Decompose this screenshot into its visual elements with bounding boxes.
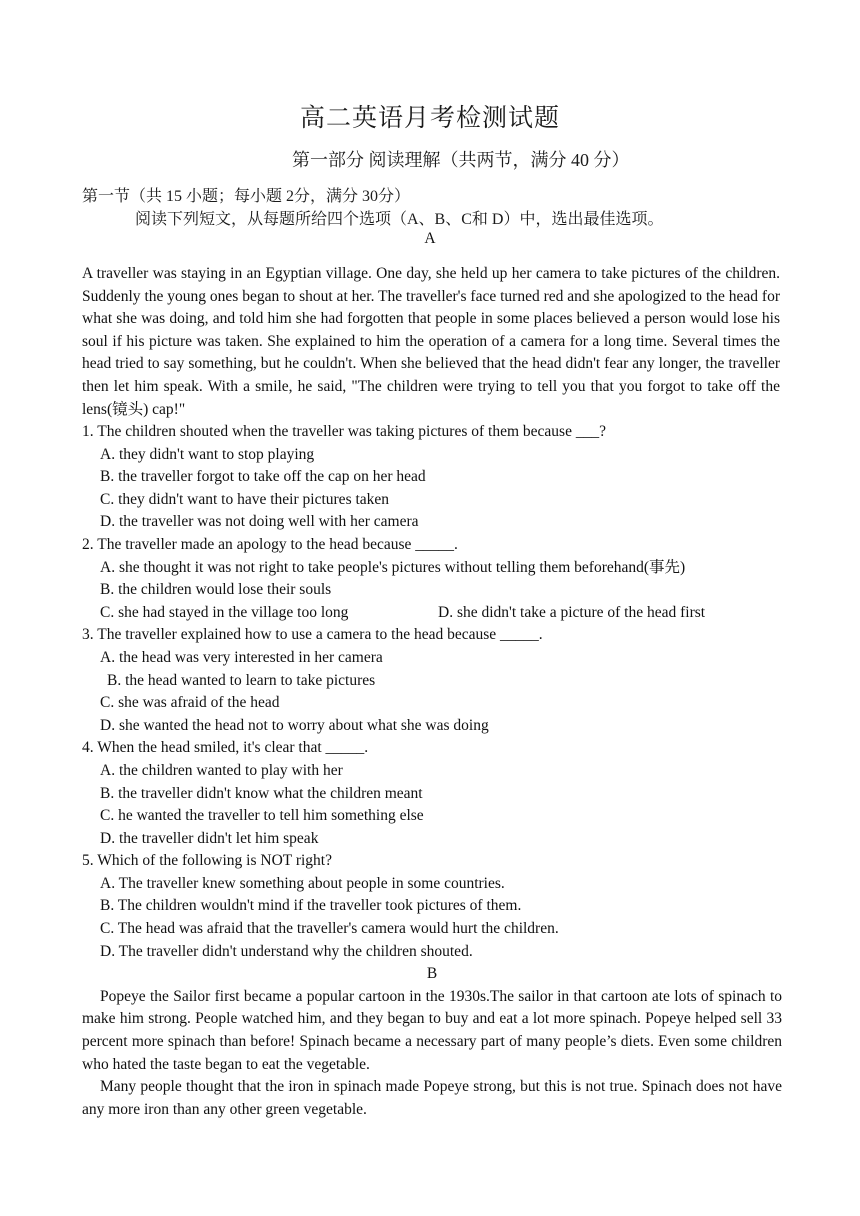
passage-b-paragraph-2: Many people thought that the iron in spinach made Popeye strong, but this is not true. Spinach does not have any more iron than any other green vegetable. <box>82 1078 782 1118</box>
questions-block <box>82 421 782 1121</box>
question-1-stem: 1. The children shouted when the traveller was taking pictures of them because ___? <box>82 423 606 440</box>
question-3-stem: 3. The traveller explained how to use a camera to the head because _____. <box>82 626 543 644</box>
question-2-option-d: D. she didn't take a picture of the head first <box>438 603 706 621</box>
question-4-option-d: D. the traveller didn't let him speak <box>100 829 319 847</box>
question-4-option-c: C. he wanted the traveller to tell him something else <box>100 807 424 825</box>
passage-a-text: A traveller was staying in an Egyptian village. One day, she held up her camera to take pictures of the children. Suddenly the young ones began to shout at her. The traveller's face turned red and she apologized to the head for what she was doing, and told him she had forgotten that people in some places believed a person would lose his soul if his picture was taken. She explained to him the operation of a camera for a long time. Several times the head tried to say something, but he couldn't. When she believed that the head didn't fear any longer, the traveller then let him speak. With a smile, he said, "The children were trying to tell you that you forgot to take off the lens(镜头) cap!" <box>82 265 780 418</box>
question-5-option-c: C. The head was afraid that the traveller's camera would hurt the children. <box>100 920 559 938</box>
question-2-option-a: A. she thought it was not right to take people's pictures without telling them beforehand(事先) <box>100 558 686 576</box>
question-1-option-d: D. the traveller was not doing well with her camera <box>100 513 419 531</box>
question-4-option-a: A. the children wanted to play with her <box>100 761 343 779</box>
question-4-stem: 4. When the head smiled, it's clear that _____. <box>82 739 369 757</box>
question-3-option-d: D. she wanted the head not to worry about what she was doing <box>100 716 489 734</box>
question-1-option-c: C. they didn't want to have their pictures taken <box>100 490 390 508</box>
page-title: 高二英语月考检测试题 <box>299 105 560 132</box>
question-3-option-c: C. she was afraid of the head <box>100 694 280 712</box>
question-5-stem: 5. Which of the following is NOT right? <box>82 852 332 870</box>
part-heading: 第一部分 阅读理解（共两节，满分 40 分） <box>292 150 630 170</box>
question-2-stem: 2. The traveller made an apology to the head because _____. <box>82 535 458 553</box>
question-2-option-b: B. the children would lose their souls <box>100 581 332 599</box>
question-5-option-b: B. The children wouldn't mind if the traveller took pictures of them. <box>100 897 522 915</box>
question-4-option-b: B. the traveller didn't know what the children meant <box>100 784 423 802</box>
instruction-text: 阅读下列短文，从每题所给四个选项（A、B、C和 D）中，选出最佳选项。 <box>135 211 664 228</box>
question-1-option-b: B. the traveller forgot to take off the cap on her head <box>100 468 426 486</box>
question-1-option-a: A. they didn't want to stop playing <box>100 445 315 463</box>
question-5-option-d: D. The traveller didn't understand why the children shouted. <box>100 942 473 960</box>
question-3-option-b: B. the head wanted to learn to take pictures <box>107 671 376 689</box>
question-5-option-a: A. The traveller knew something about people in some countries. <box>100 874 505 892</box>
question-3-option-a: A. the head was very interested in her camera <box>100 648 383 666</box>
question-2-options-cd <box>82 602 782 625</box>
passage-a-label: A <box>424 230 436 247</box>
question-2-option-c: C. she had stayed in the village too long <box>100 603 349 621</box>
passage-b-paragraph-1: Popeye the Sailor first became a popular cartoon in the 1930s.The sailor in that cartoon ate lots of spinach to make him strong. People watched him, and they began to buy and eat a lot more spinach. Popeye helped sell 33 percent more spinach than before! Spinach became a necessary part of many people’s diets. Even some children who hated the taste began to eat the vegetable. <box>82 987 782 1073</box>
passage-b-label: B <box>426 965 438 983</box>
section-heading: 第一节（共 15 小题；每小题 2分，满分 30分） <box>82 188 411 205</box>
